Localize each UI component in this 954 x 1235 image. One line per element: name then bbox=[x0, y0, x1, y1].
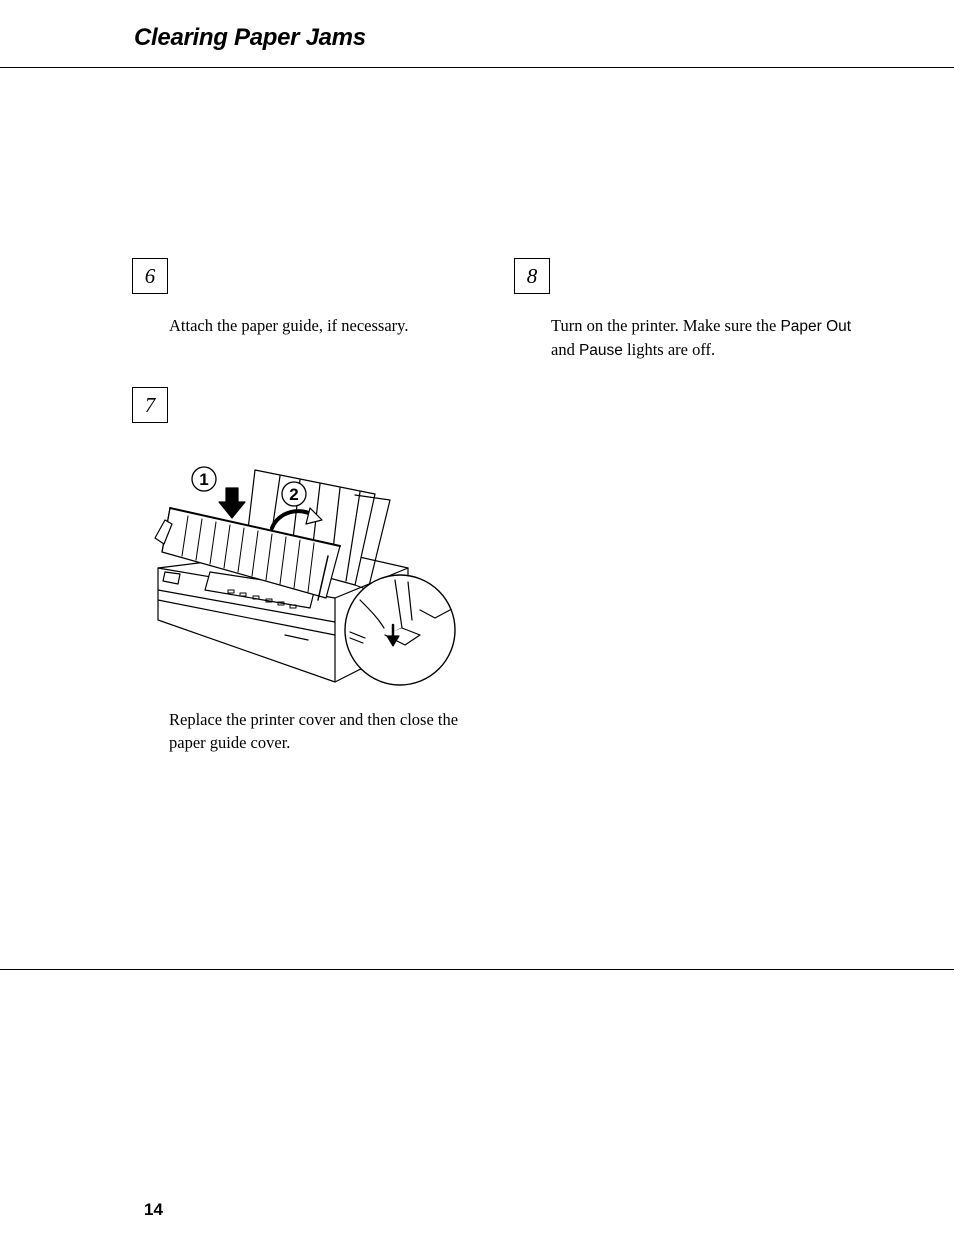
step-7-text: Replace the printer cover and then close the paper guide cover. bbox=[169, 710, 459, 752]
step-8-text-part3: lights are off. bbox=[627, 340, 716, 359]
pause-label: Pause bbox=[578, 342, 623, 359]
step-6-number: 6 bbox=[132, 258, 168, 294]
step-8-text-part1: Turn on the printer. Make sure the bbox=[551, 316, 777, 335]
header-rule bbox=[0, 67, 954, 68]
footer-rule bbox=[0, 969, 954, 970]
step-8-text bbox=[551, 314, 871, 362]
page-title: Clearing Paper Jams bbox=[134, 24, 366, 51]
paper-out-label: Paper Out bbox=[780, 318, 852, 335]
step-6-text: Attach the paper guide, if necessary. bbox=[169, 316, 409, 335]
callout-1-label: 1 bbox=[199, 470, 209, 489]
arrow-down-icon bbox=[219, 488, 245, 518]
callout-2-label: 2 bbox=[289, 485, 299, 504]
step-8-text-part2: and bbox=[551, 340, 575, 359]
callout-2 bbox=[282, 482, 306, 506]
printer-illustration bbox=[150, 460, 460, 688]
step-7-number: 7 bbox=[132, 387, 168, 423]
callout-1 bbox=[192, 467, 216, 491]
step-8-number: 8 bbox=[514, 258, 550, 294]
page-number: 14 bbox=[144, 1200, 163, 1219]
